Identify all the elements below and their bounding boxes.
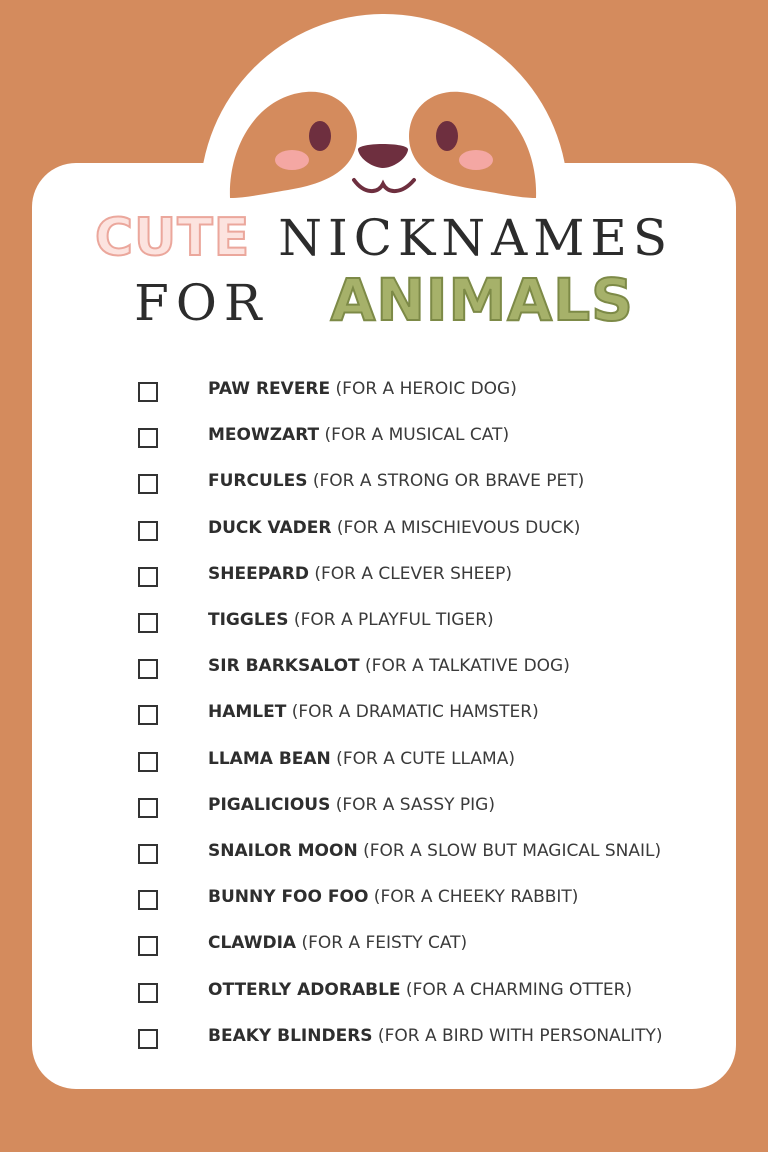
list-item xyxy=(138,689,718,735)
list-item xyxy=(138,1013,718,1059)
page-title xyxy=(0,200,768,350)
checkbox[interactable] xyxy=(138,1029,158,1049)
item-label xyxy=(208,656,570,676)
nickname: CLAWDIA xyxy=(208,933,297,954)
nickname-description: (FOR A CHARMING OTTER) xyxy=(400,979,633,1000)
checkbox[interactable] xyxy=(138,752,158,772)
list-item xyxy=(138,412,718,458)
nickname: TIGGLES xyxy=(208,610,289,631)
item-label xyxy=(208,841,661,861)
list-item xyxy=(138,828,718,874)
checkbox[interactable] xyxy=(138,705,158,725)
nickname-description: (FOR A SASSY PIG) xyxy=(330,794,495,815)
list-item xyxy=(138,736,718,782)
nickname: PIGALICIOUS xyxy=(208,794,331,815)
item-label xyxy=(208,610,494,630)
nickname: BEAKY BLINDERS xyxy=(208,1025,373,1046)
list-item xyxy=(138,505,718,551)
title-line-2 xyxy=(0,266,768,334)
title-line-1 xyxy=(0,208,768,268)
item-label xyxy=(208,933,467,953)
item-label xyxy=(208,564,512,584)
nickname: BUNNY FOO FOO xyxy=(208,887,369,908)
nickname-description: (FOR A PLAYFUL TIGER) xyxy=(288,610,494,631)
title-word-cute: CUTE xyxy=(94,208,251,268)
item-label xyxy=(208,518,580,538)
nickname-checklist xyxy=(138,366,718,1059)
list-item xyxy=(138,643,718,689)
item-label xyxy=(208,795,495,815)
title-word-for: FOR xyxy=(134,274,269,332)
item-label xyxy=(208,702,539,722)
title-word-nicknames: NICKNAMES xyxy=(278,209,674,267)
list-item xyxy=(138,458,718,504)
list-item xyxy=(138,366,718,412)
list-item xyxy=(138,782,718,828)
nickname: SNAILOR MOON xyxy=(208,840,358,861)
nickname: OTTERLY ADORABLE xyxy=(208,979,401,1000)
nickname: FURCULES xyxy=(208,471,308,492)
nickname-description: (FOR A MISCHIEVOUS DUCK) xyxy=(331,517,581,538)
checkbox[interactable] xyxy=(138,567,158,587)
item-label xyxy=(208,425,509,445)
item-label xyxy=(208,1026,663,1046)
checkbox[interactable] xyxy=(138,613,158,633)
item-label xyxy=(208,471,584,491)
list-item xyxy=(138,551,718,597)
list-item xyxy=(138,597,718,643)
checkbox[interactable] xyxy=(138,474,158,494)
nickname-description: (FOR A CUTE LLAMA) xyxy=(330,748,515,769)
nickname-description: (FOR A DRAMATIC HAMSTER) xyxy=(286,702,539,723)
nickname: SHEEPARD xyxy=(208,563,309,584)
checkbox[interactable] xyxy=(138,890,158,910)
title-word-animals: ANIMALS xyxy=(330,266,634,334)
nickname-description: (FOR A CHEEKY RABBIT) xyxy=(368,887,579,908)
checkbox[interactable] xyxy=(138,428,158,448)
checkbox[interactable] xyxy=(138,844,158,864)
checkbox[interactable] xyxy=(138,382,158,402)
nickname-description: (FOR A FEISTY CAT) xyxy=(296,933,468,954)
item-label xyxy=(208,749,515,769)
sloth-face-icon xyxy=(228,86,538,204)
item-label xyxy=(208,379,517,399)
nickname: LLAMA BEAN xyxy=(208,748,331,769)
nickname: HAMLET xyxy=(208,702,287,723)
nickname-description: (FOR A HEROIC DOG) xyxy=(330,379,517,400)
checkbox[interactable] xyxy=(138,659,158,679)
nickname: SIR BARKSALOT xyxy=(208,656,360,677)
list-item xyxy=(138,920,718,966)
nickname-description: (FOR A CLEVER SHEEP) xyxy=(308,563,513,584)
checkbox[interactable] xyxy=(138,521,158,541)
nickname-description: (FOR A MUSICAL CAT) xyxy=(319,425,510,446)
nickname-description: (FOR A STRONG OR BRAVE PET) xyxy=(307,471,585,492)
checkbox[interactable] xyxy=(138,983,158,1003)
nickname-description: (FOR A TALKATIVE DOG) xyxy=(359,656,570,677)
checkbox[interactable] xyxy=(138,798,158,818)
nickname: MEOWZART xyxy=(208,425,320,446)
item-label xyxy=(208,887,578,907)
checkbox[interactable] xyxy=(138,936,158,956)
list-item xyxy=(138,966,718,1012)
nickname: PAW REVERE xyxy=(208,379,331,400)
nickname-description: (FOR A BIRD WITH PERSONALITY) xyxy=(372,1025,663,1046)
list-item xyxy=(138,874,718,920)
nickname: DUCK VADER xyxy=(208,517,332,538)
item-label xyxy=(208,980,632,1000)
nickname-description: (FOR A SLOW BUT MAGICAL SNAIL) xyxy=(357,840,662,861)
